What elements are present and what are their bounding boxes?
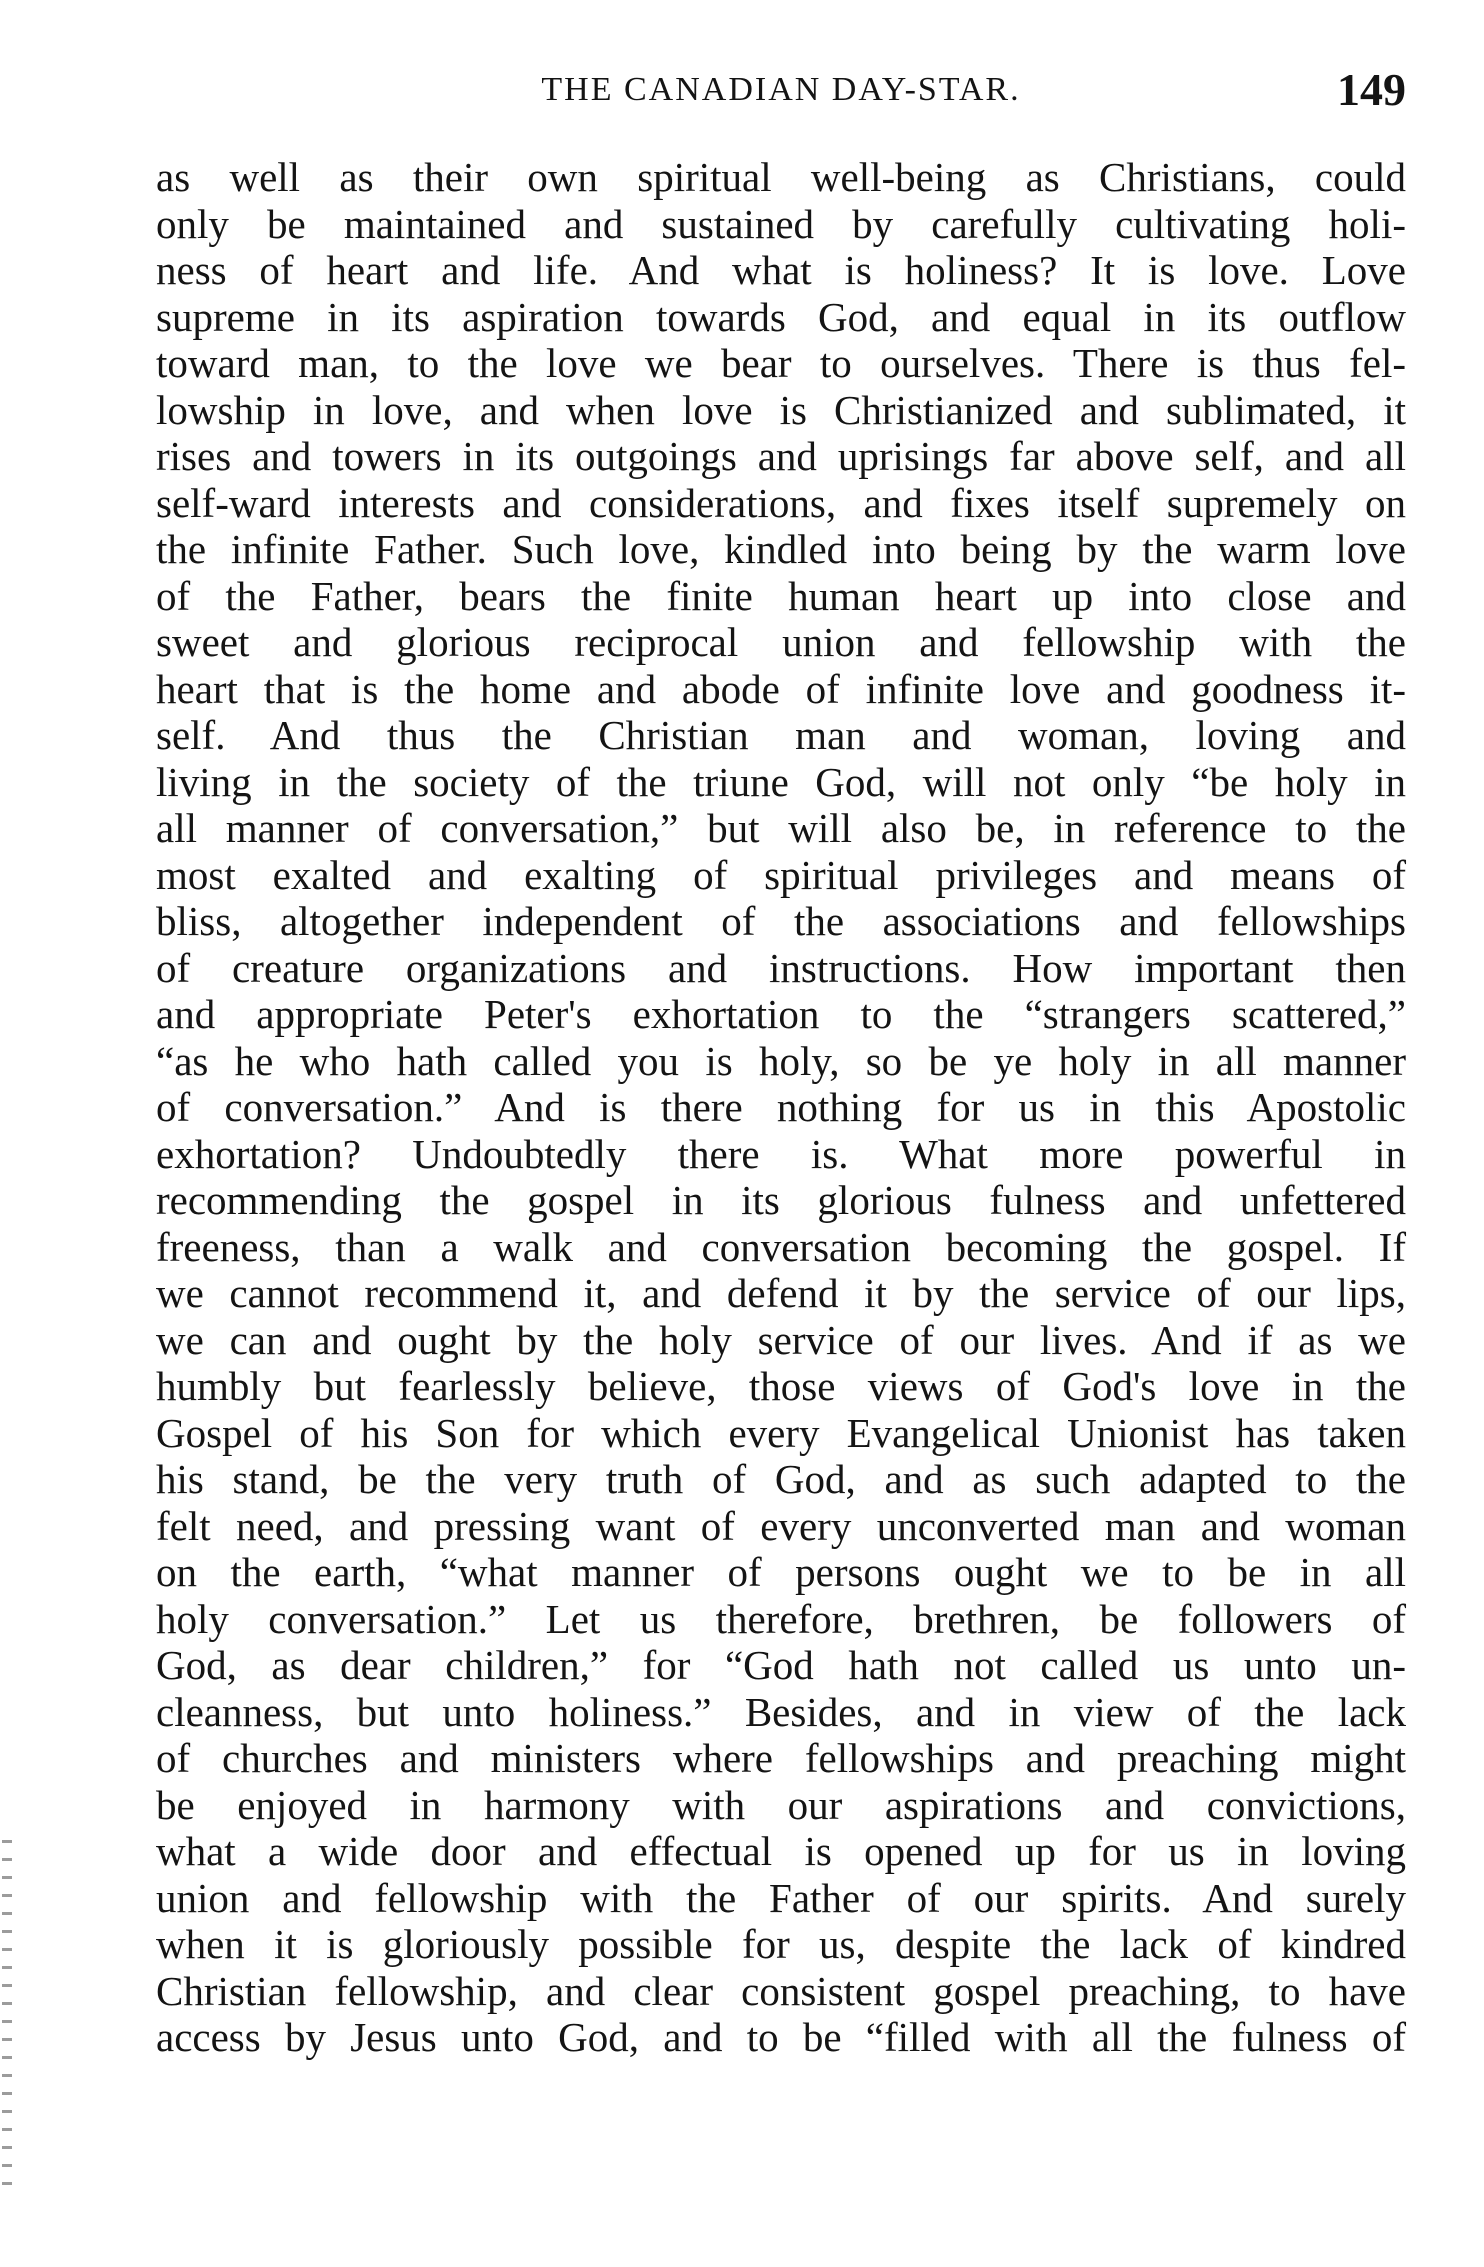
text-line: as well as their own spiritual well-being as Christians, could xyxy=(156,154,1406,200)
text-line: we can and ought by the holy service of our lives. And if as we xyxy=(156,1316,1406,1363)
text-line: the infinite Father. Such love, kindled into being by the warm love xyxy=(156,526,1406,572)
margin-scan-marks xyxy=(2,1840,12,2200)
page-header xyxy=(156,60,1406,120)
text-line: bliss, altogether independent of the associations and fellowships xyxy=(156,898,1406,944)
text-line: felt need, and pressing want of every unconverted man and woman xyxy=(156,1502,1406,1549)
text-line: and appropriate Peter's exhortation to the “strangers scattered,” xyxy=(156,991,1406,1037)
text-line: Christian fellowship, and clear consistent gospel preaching, to have xyxy=(156,1967,1406,2014)
text-line: “as he who hath called you is holy, so be ye holy in all manner xyxy=(156,1037,1406,1084)
text-line: heart that is the home and abode of infinite love and goodness it- xyxy=(156,665,1406,712)
text-line: God, as dear children,” for “God hath not called us unto un- xyxy=(156,1642,1406,1688)
text-line: of churches and ministers where fellowships and preaching might xyxy=(156,1735,1406,1781)
text-line: ness of heart and life. And what is holiness? It is love. Love xyxy=(156,247,1406,293)
text-line: union and fellowship with the Father of our spirits. And surely xyxy=(156,1874,1406,1921)
body-text xyxy=(156,154,1406,2061)
text-line: of conversation.” And is there nothing for us in this Apostolic xyxy=(156,1084,1406,1130)
text-line: humbly but fearlessly believe, those views of God's love in the xyxy=(156,1363,1406,1409)
text-line: freeness, than a walk and conversation becoming the gospel. If xyxy=(156,1223,1406,1270)
text-line: his stand, be the very truth of God, and as such adapted to the xyxy=(156,1456,1406,1502)
text-line: supreme in its aspiration towards God, and equal in its outflow xyxy=(156,293,1406,340)
text-line: all manner of conversation,” but will also be, in reference to the xyxy=(156,805,1406,851)
text-line: self. And thus the Christian man and woman, loving and xyxy=(156,712,1406,758)
text-line: only be maintained and sustained by carefully cultivating holi- xyxy=(156,200,1406,247)
text-line: when it is gloriously possible for us, despite the lack of kindred xyxy=(156,1921,1406,1967)
text-line: lowship in love, and when love is Christianized and sublimated, it xyxy=(156,386,1406,433)
text-line: on the earth, “what manner of persons ought we to be in all xyxy=(156,1549,1406,1595)
text-line: living in the society of the triune God, will not only “be holy in xyxy=(156,758,1406,805)
text-line: of the Father, bears the finite human heart up into close and xyxy=(156,572,1406,619)
text-line: toward man, to the love we bear to ourselves. There is thus fel- xyxy=(156,340,1406,386)
text-line: be enjoyed in harmony with our aspirations and convictions, xyxy=(156,1781,1406,1828)
text-line: access by Jesus unto God, and to be “filled with all the fulness of xyxy=(156,2014,1406,2060)
text-line: Gospel of his Son for which every Evangelical Unionist has taken xyxy=(156,1409,1406,1456)
text-line: sweet and glorious reciprocal union and fellowship with the xyxy=(156,619,1406,665)
text-line: what a wide door and effectual is opened up for us in loving xyxy=(156,1828,1406,1874)
text-line: recommending the gospel in its glorious fulness and unfettered xyxy=(156,1177,1406,1223)
text-line: we cannot recommend it, and defend it by the service of our lips, xyxy=(156,1270,1406,1316)
text-line: exhortation? Undoubtedly there is. What more powerful in xyxy=(156,1130,1406,1177)
text-line: rises and towers in its outgoings and uprisings far above self, and all xyxy=(156,433,1406,479)
text-line: self-ward interests and considerations, and fixes itself supremely on xyxy=(156,479,1406,526)
running-title: THE CANADIAN DAY-STAR. xyxy=(541,71,1021,108)
text-line: cleanness, but unto holiness.” Besides, and in view of the lack xyxy=(156,1688,1406,1735)
text-line: of creature organizations and instructions. How important then xyxy=(156,944,1406,991)
text-line: holy conversation.” Let us therefore, brethren, be followers of xyxy=(156,1595,1406,1642)
page-number: 149 xyxy=(1337,64,1406,115)
text-line: most exalted and exalting of spiritual privileges and means of xyxy=(156,851,1406,898)
